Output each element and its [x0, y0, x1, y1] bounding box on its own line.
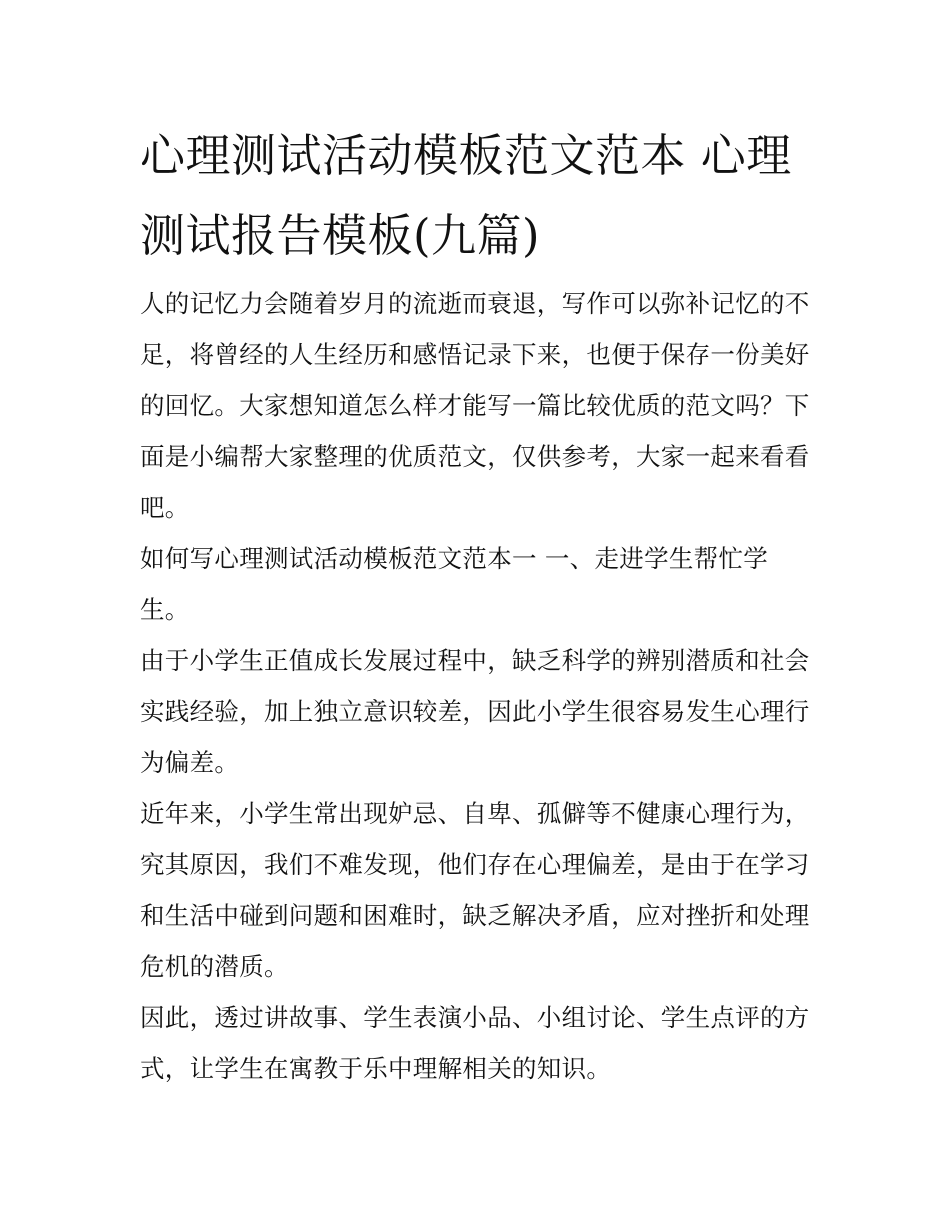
paragraph-intro: 人的记忆力会随着岁月的流逝而衰退，写作可以弥补记忆的不足，将曾经的人生经历和感悟记录下来，也便于保存一份美好的回忆。大家想知道怎么样才能写一篇比较优质的范文吗？下面是小编帮大家整理的优质范文，仅供参考，大家一起来看看吧。 [140, 289, 810, 522]
paragraph-section-heading: 如何写心理测试活动模板范文范本一 一、走进学生帮忙学生。 [140, 544, 769, 624]
paragraph-causes: 近年来，小学生常出现妒忌、自卑、孤僻等不健康心理行为，究其原因，我们不难发现，他们存在心理偏差，是由于在学习和生活中碰到问题和困难时，缺乏解决矛盾，应对挫折和处理危机的潜质。 [140, 799, 810, 981]
paragraph-method: 因此，透过讲故事、学生表演小品、小组讨论、学生点评的方式，让学生在寓教于乐中理解相关的知识。 [140, 1003, 810, 1083]
paragraph-background: 由于小学生正值成长发展过程中，缺乏科学的辨别潜质和社会实践经验，加上独立意识较差，因此小学生很容易发生心理行为偏差。 [140, 646, 810, 777]
document-title: 心理测试活动模板范文范本 心理测试报告模板(九篇) [140, 129, 792, 262]
document-page [140, 116, 812, 1094]
